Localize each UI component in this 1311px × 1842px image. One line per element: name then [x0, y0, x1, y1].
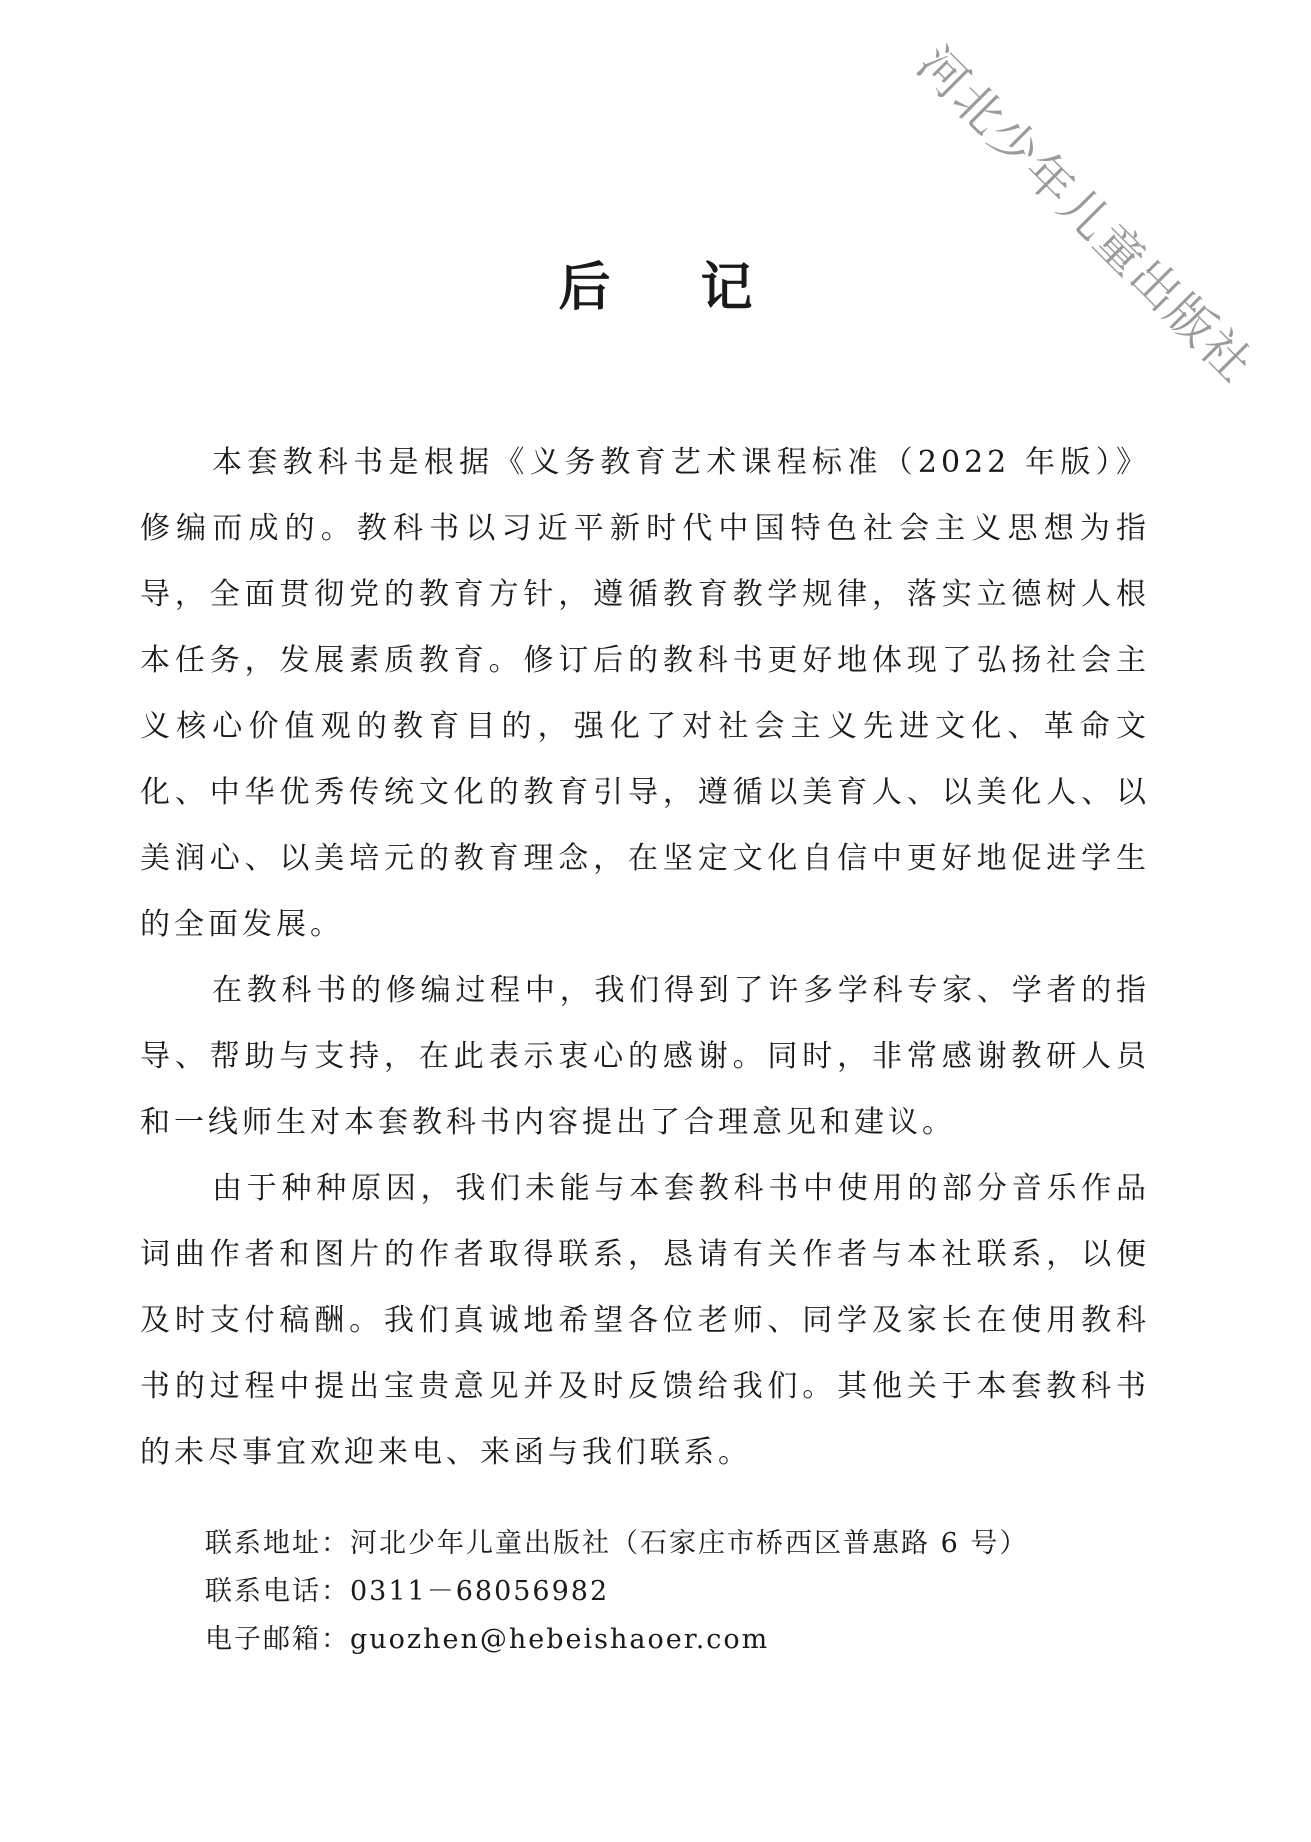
page-title: 后 记 [558, 257, 789, 318]
contact-address: 联系地址：河北少年儿童出版社（石家庄市桥西区普惠路 6 号） [205, 1528, 1029, 1559]
paragraph-3: 由于种种原因，我们未能与本套教科书中使用的部分音乐作品词曲作者和图片的作者取得联系，恳请有关作者与本社联系，以便及时支付稿酬。我们真诚地希望各位老师、同学及家长在使用教科书的过程中提出宝贵意见并及时反馈给我们。其他关于本套教科书的未尽事宜欢迎来电、来函与我们联系。 [140, 1171, 1150, 1470]
publisher-watermark: 河北少年儿童出版社 [906, 36, 1264, 394]
contact-email: 电子邮箱：guozhen@hebeishaoer.com [205, 1624, 770, 1655]
contact-info [205, 1520, 1105, 1664]
paragraph-1: 本套教科书是根据《义务教育艺术课程标准（2022 年版）》修编而成的。教科书以习近平新时代中国特色社会主义思想为指导，全面贯彻党的教育方针，遵循教育教学规律，落实立德树人根本任务，发展素质教育。修订后的教科书更好地体现了弘扬社会主义核心价值观的教育目的，强化了对社会主义先进文化、革命文化、中华优秀传统文化的教育引导，遵循以美育人、以美化人、以美润心、以美培元的教育理念，在坚定文化自信中更好地促进学生的全面发展。 [140, 445, 1150, 942]
contact-phone: 联系电话：0311－68056982 [205, 1576, 610, 1607]
afterword-body [140, 430, 1150, 1486]
paragraph-2: 在教科书的修编过程中，我们得到了许多学科专家、学者的指导、帮助与支持，在此表示衷心的感谢。同时，非常感谢教研人员和一线师生对本套教科书内容提出了合理意见和建议。 [140, 973, 1150, 1140]
